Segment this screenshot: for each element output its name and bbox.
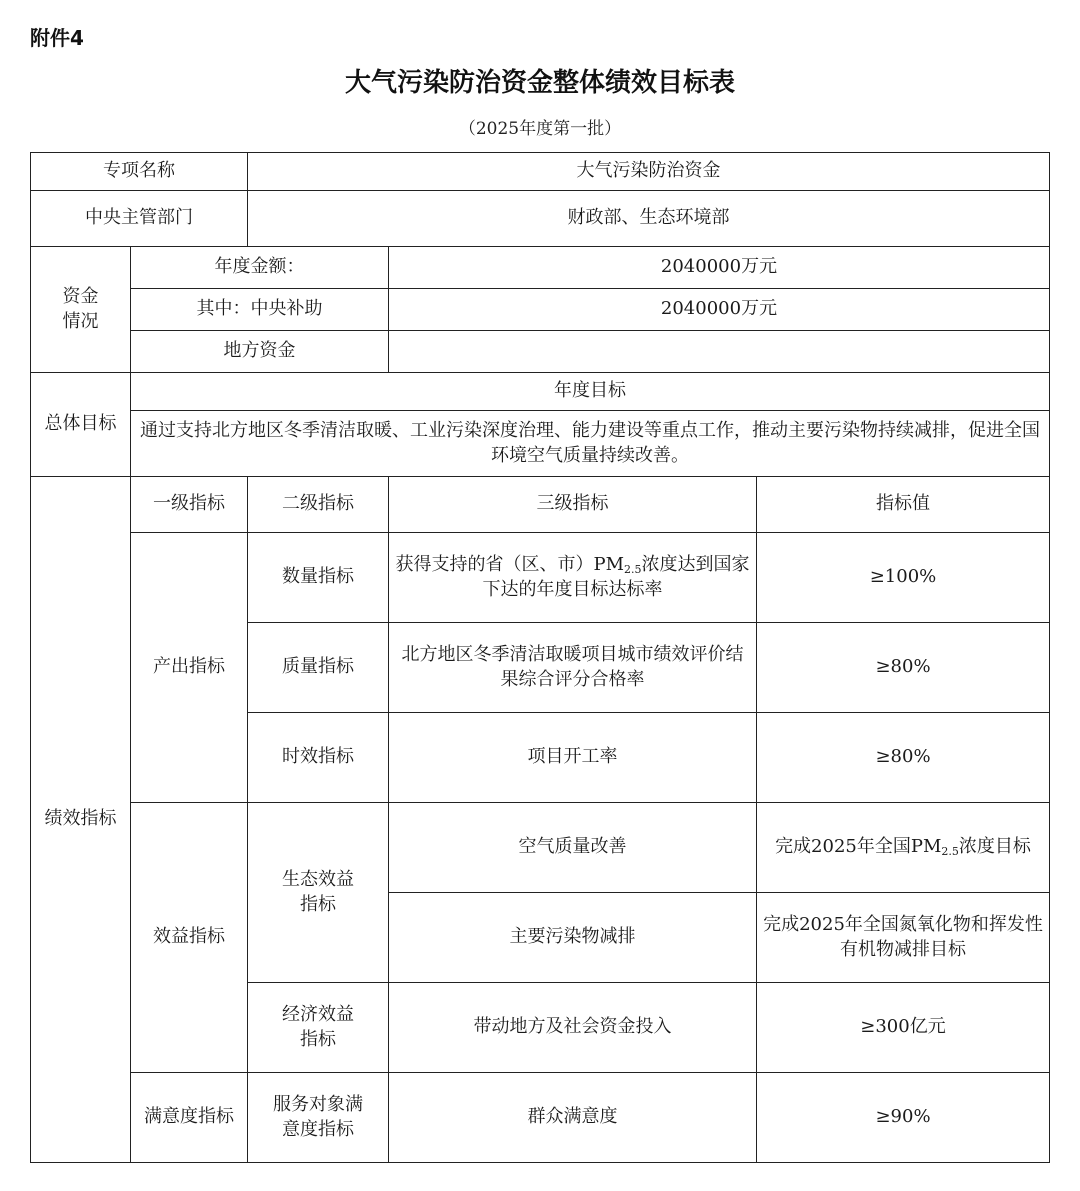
department-label: 中央主管部门 [31,191,248,247]
satisfaction-value: ≥90% [757,1073,1050,1163]
annual-amount-value: 2040000万元 [389,247,1050,289]
header-level2: 二级指标 [248,477,389,533]
central-subsidy-label: 其中：中央补助 [131,289,389,331]
local-funds-label: 地方资金 [131,331,389,373]
quality-indicator: 质量指标 [248,623,389,713]
economic-value: ≥300亿元 [757,983,1050,1073]
funds-label: 资金情况 [31,247,131,373]
header-level3: 三级指标 [389,477,757,533]
economic-level3: 带动地方及社会资金投入 [389,983,757,1073]
benefit-indicator: 效益指标 [131,803,248,1073]
attachment-label: 附件4 [30,26,84,50]
department-value: 财政部、生态环境部 [248,191,1050,247]
timeliness-indicator: 时效指标 [248,713,389,803]
annual-amount-label: 年度金额： [131,247,389,289]
air-quality-level3: 空气质量改善 [389,803,757,893]
satisfaction-level3: 群众满意度 [389,1073,757,1163]
project-name-label: 专项名称 [31,153,248,191]
quantity-level3: 获得支持的省（区、市）$PM_{2.5}$浓度达到国家下达的年度目标达标率 [389,533,757,623]
quality-value: ≥80% [757,623,1050,713]
quality-level3: 北方地区冬季清洁取暖项目城市绩效评价结果综合评分合格率 [389,623,757,713]
ecological-benefit-indicator: 生态效益指标 [248,803,389,983]
performance-target-table [30,152,1050,1163]
quantity-value: ≥100% [757,533,1050,623]
service-satisfaction-indicator: 服务对象满意度指标 [248,1073,389,1163]
annual-goal-text: 通过支持北方地区冬季清洁取暖、工业污染深度治理、能力建设等重点工作，推动主要污染物持续减排，促进全国环境空气质量持续改善。 [131,411,1050,477]
timeliness-level3: 项目开工率 [389,713,757,803]
header-value: 指标值 [757,477,1050,533]
emission-reduction-value: 完成2025年全国氮氧化物和挥发性有机物减排目标 [757,893,1050,983]
local-funds-value [389,331,1050,373]
page-title: 大气污染防治资金整体绩效目标表 [344,68,735,98]
central-subsidy-value: 2040000万元 [389,289,1050,331]
performance-label: 绩效指标 [31,477,131,1163]
air-quality-value: 完成2025年全国$PM_{2.5}$浓度目标 [757,803,1050,893]
page-subtitle: （2025年度第一批） [458,119,622,139]
satisfaction-indicator: 满意度指标 [131,1073,248,1163]
project-name-value: 大气污染防治资金 [248,153,1050,191]
timeliness-value: ≥80% [757,713,1050,803]
economic-benefit-indicator: 经济效益指标 [248,983,389,1073]
emission-reduction-level3: 主要污染物减排 [389,893,757,983]
quantity-indicator: 数量指标 [248,533,389,623]
annual-goal-header: 年度目标 [131,373,1050,411]
overall-goal-label: 总体目标 [31,373,131,477]
output-indicator: 产出指标 [131,533,248,803]
header-level1: 一级指标 [131,477,248,533]
